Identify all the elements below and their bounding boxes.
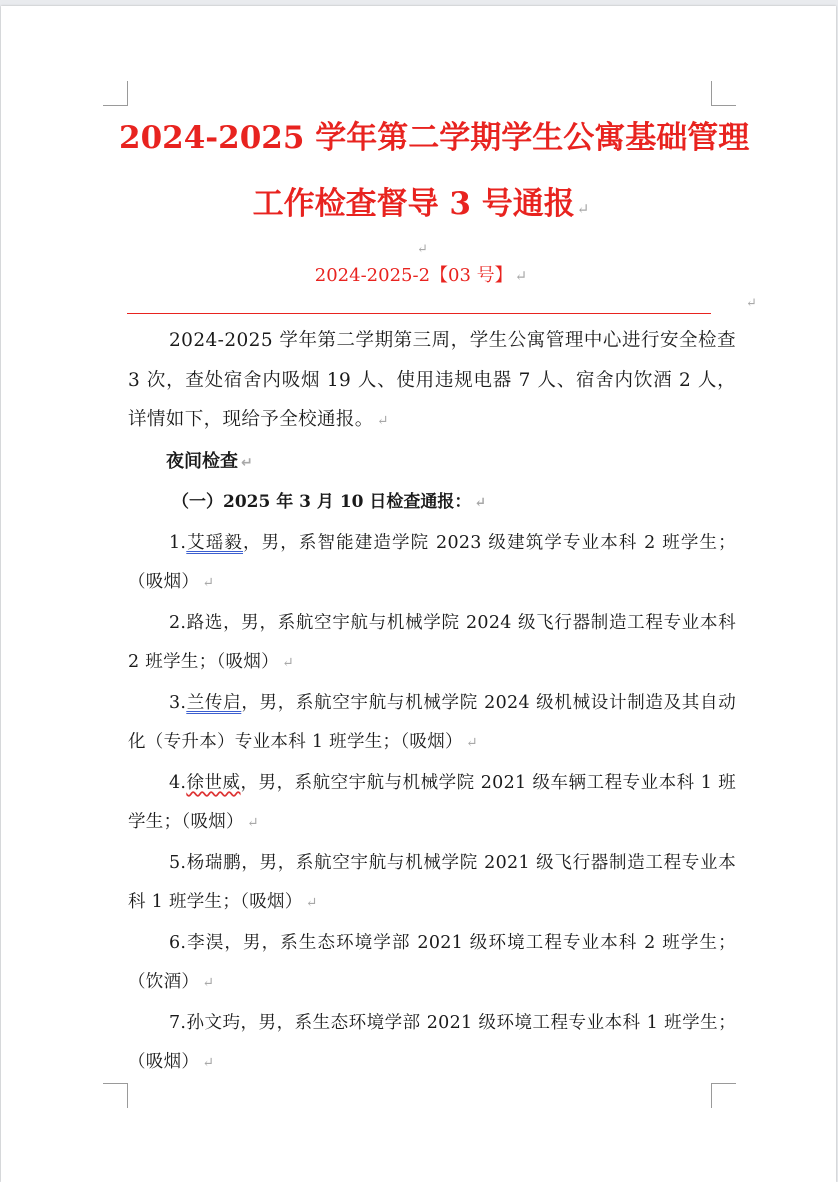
- document-number[interactable]: 2024-2025-2【03 号】 ↵: [314, 265, 528, 286]
- paragraph-mark-icon: ↵: [376, 413, 389, 429]
- paragraph-mark-icon: ↵: [202, 975, 215, 991]
- corner-mark-top-right: [711, 81, 736, 106]
- paragraph-mark-icon: ↵: [465, 735, 478, 751]
- list-item[interactable]: 6.李淏，男，系生态环境学部 2021 级环境工程专业本科 2 班学生；（饮酒） ↵: [128, 932, 736, 992]
- student-name: 杨瑞鹏: [186, 852, 242, 873]
- corner-mark-top-left: [103, 81, 128, 106]
- red-divider-line: [127, 313, 711, 314]
- sub-heading[interactable]: （一）2025 年 3 月 10 日检查通报： ↵: [172, 492, 487, 512]
- section-heading[interactable]: 夜间检查 ↵: [166, 450, 253, 472]
- paragraph-mark-icon: ↵: [474, 495, 487, 511]
- paragraph-mark-icon: ↵: [576, 200, 590, 218]
- student-name: 徐世威: [186, 772, 241, 793]
- paragraph-mark-icon: ↵: [246, 815, 259, 831]
- document-page: [1, 6, 836, 1182]
- list-item[interactable]: 2.路选，男，系航空宇航与机械学院 2024 级飞行器制造工程专业本科 2 班学生；（吸烟） ↵: [128, 612, 736, 672]
- student-name: 艾瑶毅: [186, 532, 244, 553]
- list-item[interactable]: 5.杨瑞鹏，男，系航空宇航与机械学院 2021 级飞行器制造工程专业本科 1 班学生；（吸烟） ↵: [128, 852, 736, 912]
- corner-mark-bottom-left: [103, 1083, 128, 1108]
- list-item[interactable]: 1.艾瑶毅，男，系智能建造学院 2023 级建筑学专业本科 2 班学生；（吸烟） ↵: [128, 532, 736, 592]
- paragraph-mark-icon: ↵: [417, 242, 428, 257]
- student-name: 兰传启: [186, 692, 242, 713]
- student-name: 路选: [186, 612, 224, 633]
- document-body: [128, 321, 736, 1084]
- paragraph-mark-icon: ↵: [746, 296, 757, 311]
- list-item[interactable]: 3.兰传启，男，系航空宇航与机械学院 2024 级机械设计制造及其自动化（专升本）专业本科 1 班学生；（吸烟） ↵: [128, 692, 736, 752]
- paragraph-mark-icon: ↵: [281, 655, 294, 671]
- paragraph-mark-icon: ↵: [202, 1055, 215, 1071]
- corner-mark-bottom-right: [711, 1083, 736, 1108]
- paragraph-mark-icon: ↵: [305, 895, 318, 911]
- list-item[interactable]: 7.孙文玙，男，系生态环境学部 2021 级环境工程专业本科 1 班学生；（吸烟） ↵: [128, 1012, 736, 1072]
- document-title-line1[interactable]: 2024-2025 学年第二学期学生公寓基础管理: [119, 120, 750, 156]
- paragraph-mark-icon: ↵: [514, 267, 528, 285]
- intro-paragraph[interactable]: 2024-2025 学年第二学期第三周，学生公寓管理中心进行安全检查 3 次，查处宿舍内吸烟 19 人、使用违规电器 7 人、宿舍内饮酒 2 人，详情如下，现给予全校通报。 ↵: [128, 330, 736, 430]
- student-name: 李淏: [186, 932, 225, 953]
- paragraph-mark-icon: ↵: [202, 575, 215, 591]
- paragraph-mark-icon: ↵: [241, 454, 253, 471]
- student-name: 孙文玙: [186, 1012, 241, 1033]
- document-title-line2[interactable]: 工作检查督导 3 号通报 ↵: [252, 186, 590, 222]
- list-item[interactable]: 4.徐世威，男，系航空宇航与机械学院 2021 级车辆工程专业本科 1 班学生；（吸烟） ↵: [128, 772, 736, 832]
